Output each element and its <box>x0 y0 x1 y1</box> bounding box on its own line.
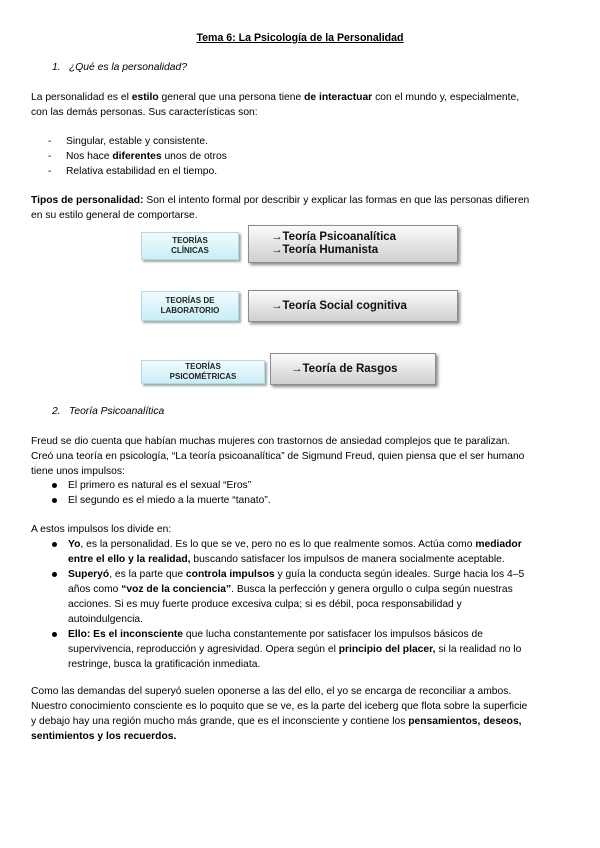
section-1-heading-text: ¿Qué es la personalidad? <box>69 62 187 73</box>
section-2-heading <box>52 406 164 417</box>
list-item-ello: Ello: Es el inconsciente que lucha constantemente por satisfacer los impulsos básicos de supervivencia, reproducción y agresividad. Opera según el principio del placer, si la realidad no lo restringe, busca la gratificación inmediata. <box>31 627 571 672</box>
personality-types-paragraph: Tipos de personalidad: Son el intento formal por describir y explicar las formas en que las personas difieren en su estilo general de comportarse. <box>31 195 530 221</box>
list-item-superyo: Superyó, es la parte que controla impulsos y guía la conducta según ideales. Surge hacia los 4–5 años como “voz de la conciencia”. Busca la perfección y genera orgullo o culpa según nuestras acciones. Si es muy fuerte produce excesiva culpa; si es débil, poca responsabilidad y autoindulgencia. <box>31 567 571 627</box>
list-item-yo: Yo, es la personalidad. Es lo que se ve, pero no es lo que realmente somos. Actúa como mediador entre el ello y la realidad, buscando satisfacer los impulsos de manera socialmente aceptable. <box>31 537 571 567</box>
laboratory-theories-box: →Teoría Social cognitiva <box>248 290 458 322</box>
section-1-heading <box>52 62 187 73</box>
list-item: - Nos hace diferentes unos de otros <box>48 151 227 162</box>
impulses-list <box>31 478 571 508</box>
characteristics-list <box>31 134 571 179</box>
divide-text: A estos impulsos los divide en: <box>31 524 172 535</box>
section-1-number: 1. <box>52 62 61 73</box>
list-item: - Singular, estable y consistente. <box>48 136 208 147</box>
freud-paragraph: Freud se dio cuenta que habían muchas mujeres con trastornos de ansiedad complejos que te paralizan. Creó una teoría en psicología, “La teoría psicoanalítica” de Sigmund Freud, quien piensa que el ser humano tiene unos impulsos: <box>31 436 525 477</box>
list-item: El segundo es el miedo a la muerte “tanato”. <box>31 493 571 508</box>
closing-paragraph: Como las demandas del superyó suelen oponerse a las del ello, el yo se encarga de reconciliar a ambos. Nuestro conocimiento consciente es lo poquito que se ve, es la parte del iceberg que flota sobre la superficie y debajo hay una región mucho más grande, que es el inconsciente y contiene los pensamientos, deseos, sentimientos y los recuerdos. <box>31 686 528 742</box>
psyche-structures-list <box>31 537 571 672</box>
theories-laboratory-box: TEORÍAS DE LABORATORIO <box>141 291 239 321</box>
clinical-theories-box: →Teoría Psicoanalítica →Teoría Humanista <box>248 225 458 263</box>
page-title: Tema 6: La Psicología de la Personalidad <box>196 32 404 44</box>
theories-psychometric-box: TEORÍAS PSICOMÉTRICAS <box>141 360 265 384</box>
psychometric-theories-box: →Teoría de Rasgos <box>270 353 436 385</box>
section-2-heading-text: Teoría Psicoanalítica <box>69 406 165 417</box>
section-2-number: 2. <box>52 406 61 417</box>
personality-definition: La personalidad es el estilo general que una persona tiene de interactuar con el mundo y, especialmente, con las demás personas. Sus características son: <box>31 92 520 118</box>
list-item: El primero es natural es el sexual “Eros” <box>31 478 571 493</box>
theories-clinical-box: TEORÍAS CLÍNICAS <box>141 232 239 260</box>
list-item: - Relativa estabilidad en el tiempo. <box>48 166 218 177</box>
